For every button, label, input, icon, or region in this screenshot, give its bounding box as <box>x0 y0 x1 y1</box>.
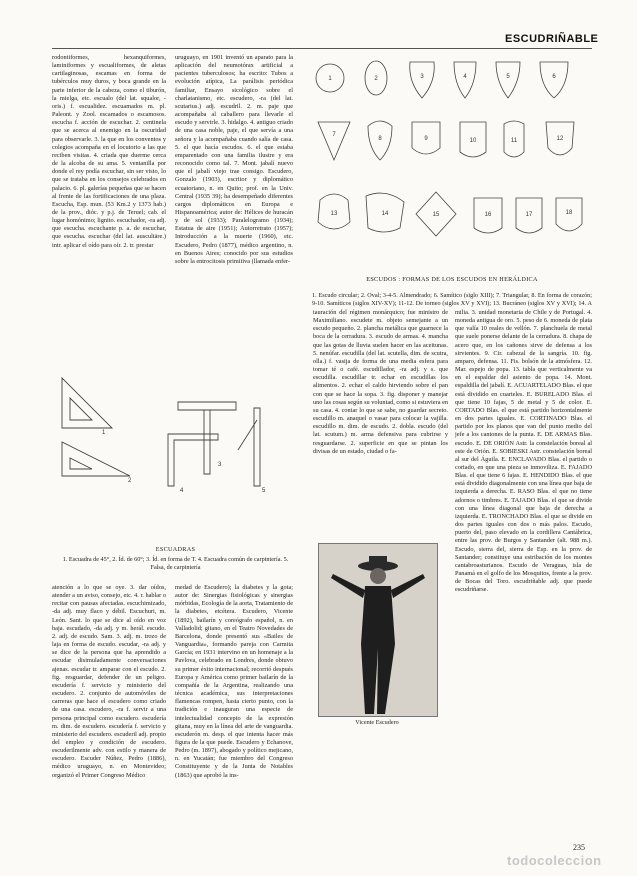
heraldic-shields-figure <box>310 52 592 274</box>
shield-5 <box>496 62 520 98</box>
shields-caption: 1. Escudo circular; 2. Oval; 3-4-5. Almendrado; 6. Samítico (siglo XIII); 7. Triangular, 8. En forma de corazón; 9-10. Samíticos (siglos XIV-XV); 11-12. De torneo (siglos XV y XVI); 13. Bucráneo (siglos XV y XVI); 14. A <box>312 292 592 307</box>
body-text: medad de Escudero); la diabetes y la gota; autor de: Sinergias fisiológicas y sinergias mórbidas, Ecología de la aorta, Tratamiento de la diabetes, etcétera. Escudero, Vicente (1892), bailarín y coreógrafo español, n. en Valladolid; gitano, en el Teatro Novedades de Barcelona, donde presentó sus «Bailes de Vanguardia», formando pareja con Carmita García; en 1931 intervino en un homenaje a la Pavlova, celebrado en Londres, donde obtuvo su primer éxito internacional; recorrió después Europa y América como primer bailarín de la compañía de la Argentina, realizando una técnica académica, sus interpretaciones flamencas rompen, hasta cierto punto, con la tradición e inauguran una especie de intelectualidad concepto de la expresión gitana, muy en la línea del arte de vanguardia. escuderón m. desp. el que intenta hacer más figura de la que puede. Escudero y Echanove, Pedro (m. 1897), abogado y político mejicano, n. en Yucatán; fue miembro del Congreso Constituyente y de la Junta de Notables (1863) que aprobó la ins- <box>175 584 293 779</box>
body-text: milia. 3. unidad monetaria de Chile y de Portugal. 4. moneda antigua de oro. 5. peso de 6. moneda de plata que valía 10 reales de vellón. 7. planchuela de metal que suele ponerse delante de la cerradura. 8. chapa de acero que, en los cañones sirve de defensa a los sirvientes. 9. Cir. cabezal de la sangría. 10. fig. amparo, defensa. 11. Fis. bolsón de la atmósfera. 12. Mar. espejo de popa. 13. tabla que verticalmente va en el espaldar del asiento de popa. 14. Mont. espaldilla del jabalí. E. ACUARTELADO Blas. el que está dividido en cuarteles. E. BURELADO Blas. el que tiene 10 fajas, 5 de metal y 5 de color. E. CORTADO Blas. el que está partido horizontalmente en dos partes iguales. E. CORTINADO Blas. el partido por los planos que van del punto medio del jefe a los cantones de la punta. E. DE ARMAS Blas. escudo. E. DE ORIÓN Astr. la constelación boreal al este de Orión. E. SOBIESKI Astr. constelación boreal al sur del Águila. E. ENCLAVADO Blas. el partido o cortado, en que una pieza se inmoviliza. E. FAJADO Blas. el que tiene 6 fajas. E. HENDIDO Blas. el que está dividido diagonalmente con una línea que baja de izquierda a derecha. E. RASO Blas. el que no tiene adornos o timbres. E. TAJADO Blas. el que se divide con una línea diagonal que baja de derecha a izquierda. E. TRONCHADO Blas. el que se divide en dos partes iguales con dos o más palos. Escudo, puerto del, paso elevado en la cordillera Cantábrica, entre las prov. de Burgos y Santander (alt. 988 m.). Escudo, sierra del, sierra de Esp. en la prov. de Santander; constituye una estribación de los montes cantabroasturianos. Escudo de Veraguas, isla de Panamá en el golfo de los Mosquitos, frente a la prov. de Bocas del Toro. escudriñable adj. que puede escudriñarse. <box>455 309 592 594</box>
dancer-photo <box>318 543 438 717</box>
header-rule <box>52 48 592 49</box>
shield-6 <box>540 62 568 98</box>
shield-number: 6 <box>552 74 556 80</box>
shield-number: 2 <box>374 76 378 82</box>
shield-number: 12 <box>556 136 564 142</box>
dancer-silhouette <box>319 544 437 716</box>
squares-caption-title: ESCUADRAS <box>155 546 196 553</box>
shield-number: 8 <box>378 136 382 142</box>
square-number: 2 <box>128 478 132 484</box>
body-text: tauración del régimen monárquico; fue ministro de Maximiliano. escudete m. objeto semejante a un escudo pequeño. 2. plancha metálica que guarnece la boca de la cerradura. 3. escudo de armas. 4. mancha que las gotas de lluvia suelen hacer en las aceitunas. 5. nenúfar. escudilla (del lat. scutella, dim. de scutra, olla.) f. vasija de forma de una media esfera para tomar té o café. escudillador, -ra adj. y s. que escudilla. escudillar tr. echar en escudillas los alimentos. 2. echar el caldo hirviendo sobre el pan con que se hace la sopa. 3. fig. disponer y manejar uno las cosas según su voluntad, como si estuviera en su casa. 4. contar lo que se sabe, no guardar secreto. escudillo m. anaquel o vasar para colocar la vajilla. escudillo m. dim. de escudo. 2. dobla. escudo (del lat. scutum.) m. arma defensiva para cubrirse y resguardarse. 2. superficie en que se pintan los divisas de un estado, ciudad o fa- <box>313 309 448 455</box>
column-1-top <box>52 54 166 290</box>
square-45 <box>62 378 112 428</box>
square-carpentry <box>168 434 218 486</box>
square-number: 5 <box>262 488 266 494</box>
square-number: 1 <box>102 430 106 436</box>
shield-number: 17 <box>525 212 533 218</box>
column-2-top <box>175 54 293 366</box>
watermark: todocoleccion <box>507 853 602 868</box>
column-2-bottom <box>175 584 293 842</box>
shield-number: 1 <box>328 76 332 82</box>
shield-3 <box>410 62 435 98</box>
running-header: ESCUDRIÑABLE <box>505 33 599 45</box>
square-number: 4 <box>180 488 184 494</box>
bevel-square <box>238 408 260 486</box>
shield-number: 13 <box>330 211 338 217</box>
squares-figure <box>58 368 293 528</box>
square-t <box>178 402 236 474</box>
shield-number: 15 <box>432 212 440 218</box>
squares-caption: 1. Escuadra de 45°, 2. Íd. de 60°; 3. Íd. en forma de T. 4. Escuadra común de carpintería. 5. Falsa, de carpintería <box>62 556 289 571</box>
shield-4 <box>454 62 476 98</box>
shields-caption-title: ESCUDOS : FORMAS DE LOS ESCUDOS EN HERÁLDICA <box>366 276 538 283</box>
square-60 <box>62 442 130 476</box>
shield-number: 9 <box>424 136 428 142</box>
shield-7 <box>318 122 350 160</box>
body-text: atención a lo que se oye. 3. dar oídos, atender a un aviso, consejo, etc. 4. r. hablar o recitar con pausas afectadas. escuchimizado, -da adj. muy flaco y débil. Escuchuri, m. León. Sant. lo que se dice al oído en voz baja. escudado, -da adj. y m. herál. escudo. 2. adj. de escudo. Sam. 3. adj. m. trozo de laja en forma de escudo. escudar, -ra adj. y se dice de la persona que ha aprendido a escudar disimuladamente conversaciones ajenas. escudar tr. amparar con el escudo. 2. fig. resguardar, defender de un peligro. escudería f. servicio y ministerio del escudero. 2. conjunto de automóviles de carreras que hace el escudero como criado de una casa. escudero, -ra f. servir a una persona principal como escudero. escudería m. dim. de escudero. escudería f. servicio y ministerio del escudero. escuderil adj. propio del empleo y condición de escudero. escuderilmente adv. con estilo y manera de escudero. Escuder Núñez, Pedro (1886), médico uruguayo, n. en Montevideo; organizó el Primer Congreso Médico <box>52 584 166 779</box>
shield-number: 14 <box>381 211 389 217</box>
shield-number: 11 <box>510 138 518 144</box>
column-4 <box>455 309 592 841</box>
shield-number: 16 <box>484 212 492 218</box>
shield-number: 4 <box>463 74 467 80</box>
photo-caption: Vicente Escudero <box>355 719 399 726</box>
shield-number: 18 <box>565 210 573 216</box>
shield-number: 3 <box>420 74 424 80</box>
shield-number: 7 <box>332 132 336 138</box>
body-text: uruguayo, en 1901 inventó un aparato para la aplicación del neumotórax artificial a pacientes tuberculosos; ha escrito: Tubos a evolución atípica, La parálisis periódica familiar, Ensayo sicológico sobre el charlatanismo, etc. escudero, -ra (del lat. scutarius.) adj. escudril. 2. m. paje que acompañaba al caballero para llevarle el escudo y servirle. 3. hidalgo. 4. antiguo criado de una casa noble, paje, el que servía a una señora y la acompañaba cuando salía de casa. 5. el que hacía escudos. 6. el que estaba emparentado con una familia ilustre y era reconocido como tal. 7. Mont. jabalí nuevo que el jabalí viejo trae consigo. Escudero, Gonzalo (1903), escritor y diplomático ecuatoriano, n. en Quito; prof. en la Univ. Central (1935 39); ha desempeñado diferentes cargos diplomáticos en Europa e Hispanoamérica; autor de: Hélices de huracán y de sol (1933); Paralelogramo (1934); Estatua de aire (1951); Autorretrato (1957); Introducción a la muerte (1960), etc. Escudero, Pedro (1877), médico argentino, n. en Buenos Aires; conocido por sus estudios sobre la entrocitosis primitiva (llamada enfer- <box>175 54 293 265</box>
square-number: 3 <box>218 462 222 468</box>
body-text: rodontiformes, hexanquiformes, laminiformes y escualiformes, de aletas cartilaginosas, escamas en forma de tubérculos muy duros, y boca grande en la parte inferior de la cabeza, como el tiburón, la mielga, etc. escualo (del lat. squalor, -oris.) f. escualidez. escuamados m. pl. Paleont. y Zool. escamados o escamosos. escucha f. acción de escuchar. 2. centinela que se acerca al enemigo en la oscuridad para observarle. 3. la que en los conventos y colegios acompaña en el locutorio a las que reciben visitas. 4. criada que duerme cerca de la alcoba de su ama. 5. ventanilla por donde el rey podía escuchar, sin ser visto, lo que se trataba en los consejos celebrados en palacio. 6. pl. galerías pequeñas que se hacen al frente de las fortificaciones de una plaza. Escucha, Esp. mun. (53 Km.2 y 1373 hab.) de la prov., dióc. y p.j. de Teruel; cab. el lugar homónimo; lignito. escuchador, -ra adj. que escucha. escuchante p. a. de escuchar, que escucha. escuchar (del lat. auscultāre.) intr. aplicar el oído para oír. 2. tr. prestar <box>52 54 166 249</box>
page-number: 235 <box>573 843 585 852</box>
shield-number: 10 <box>469 138 477 144</box>
column-1-bottom <box>52 584 166 842</box>
shield-number: 5 <box>506 74 510 80</box>
